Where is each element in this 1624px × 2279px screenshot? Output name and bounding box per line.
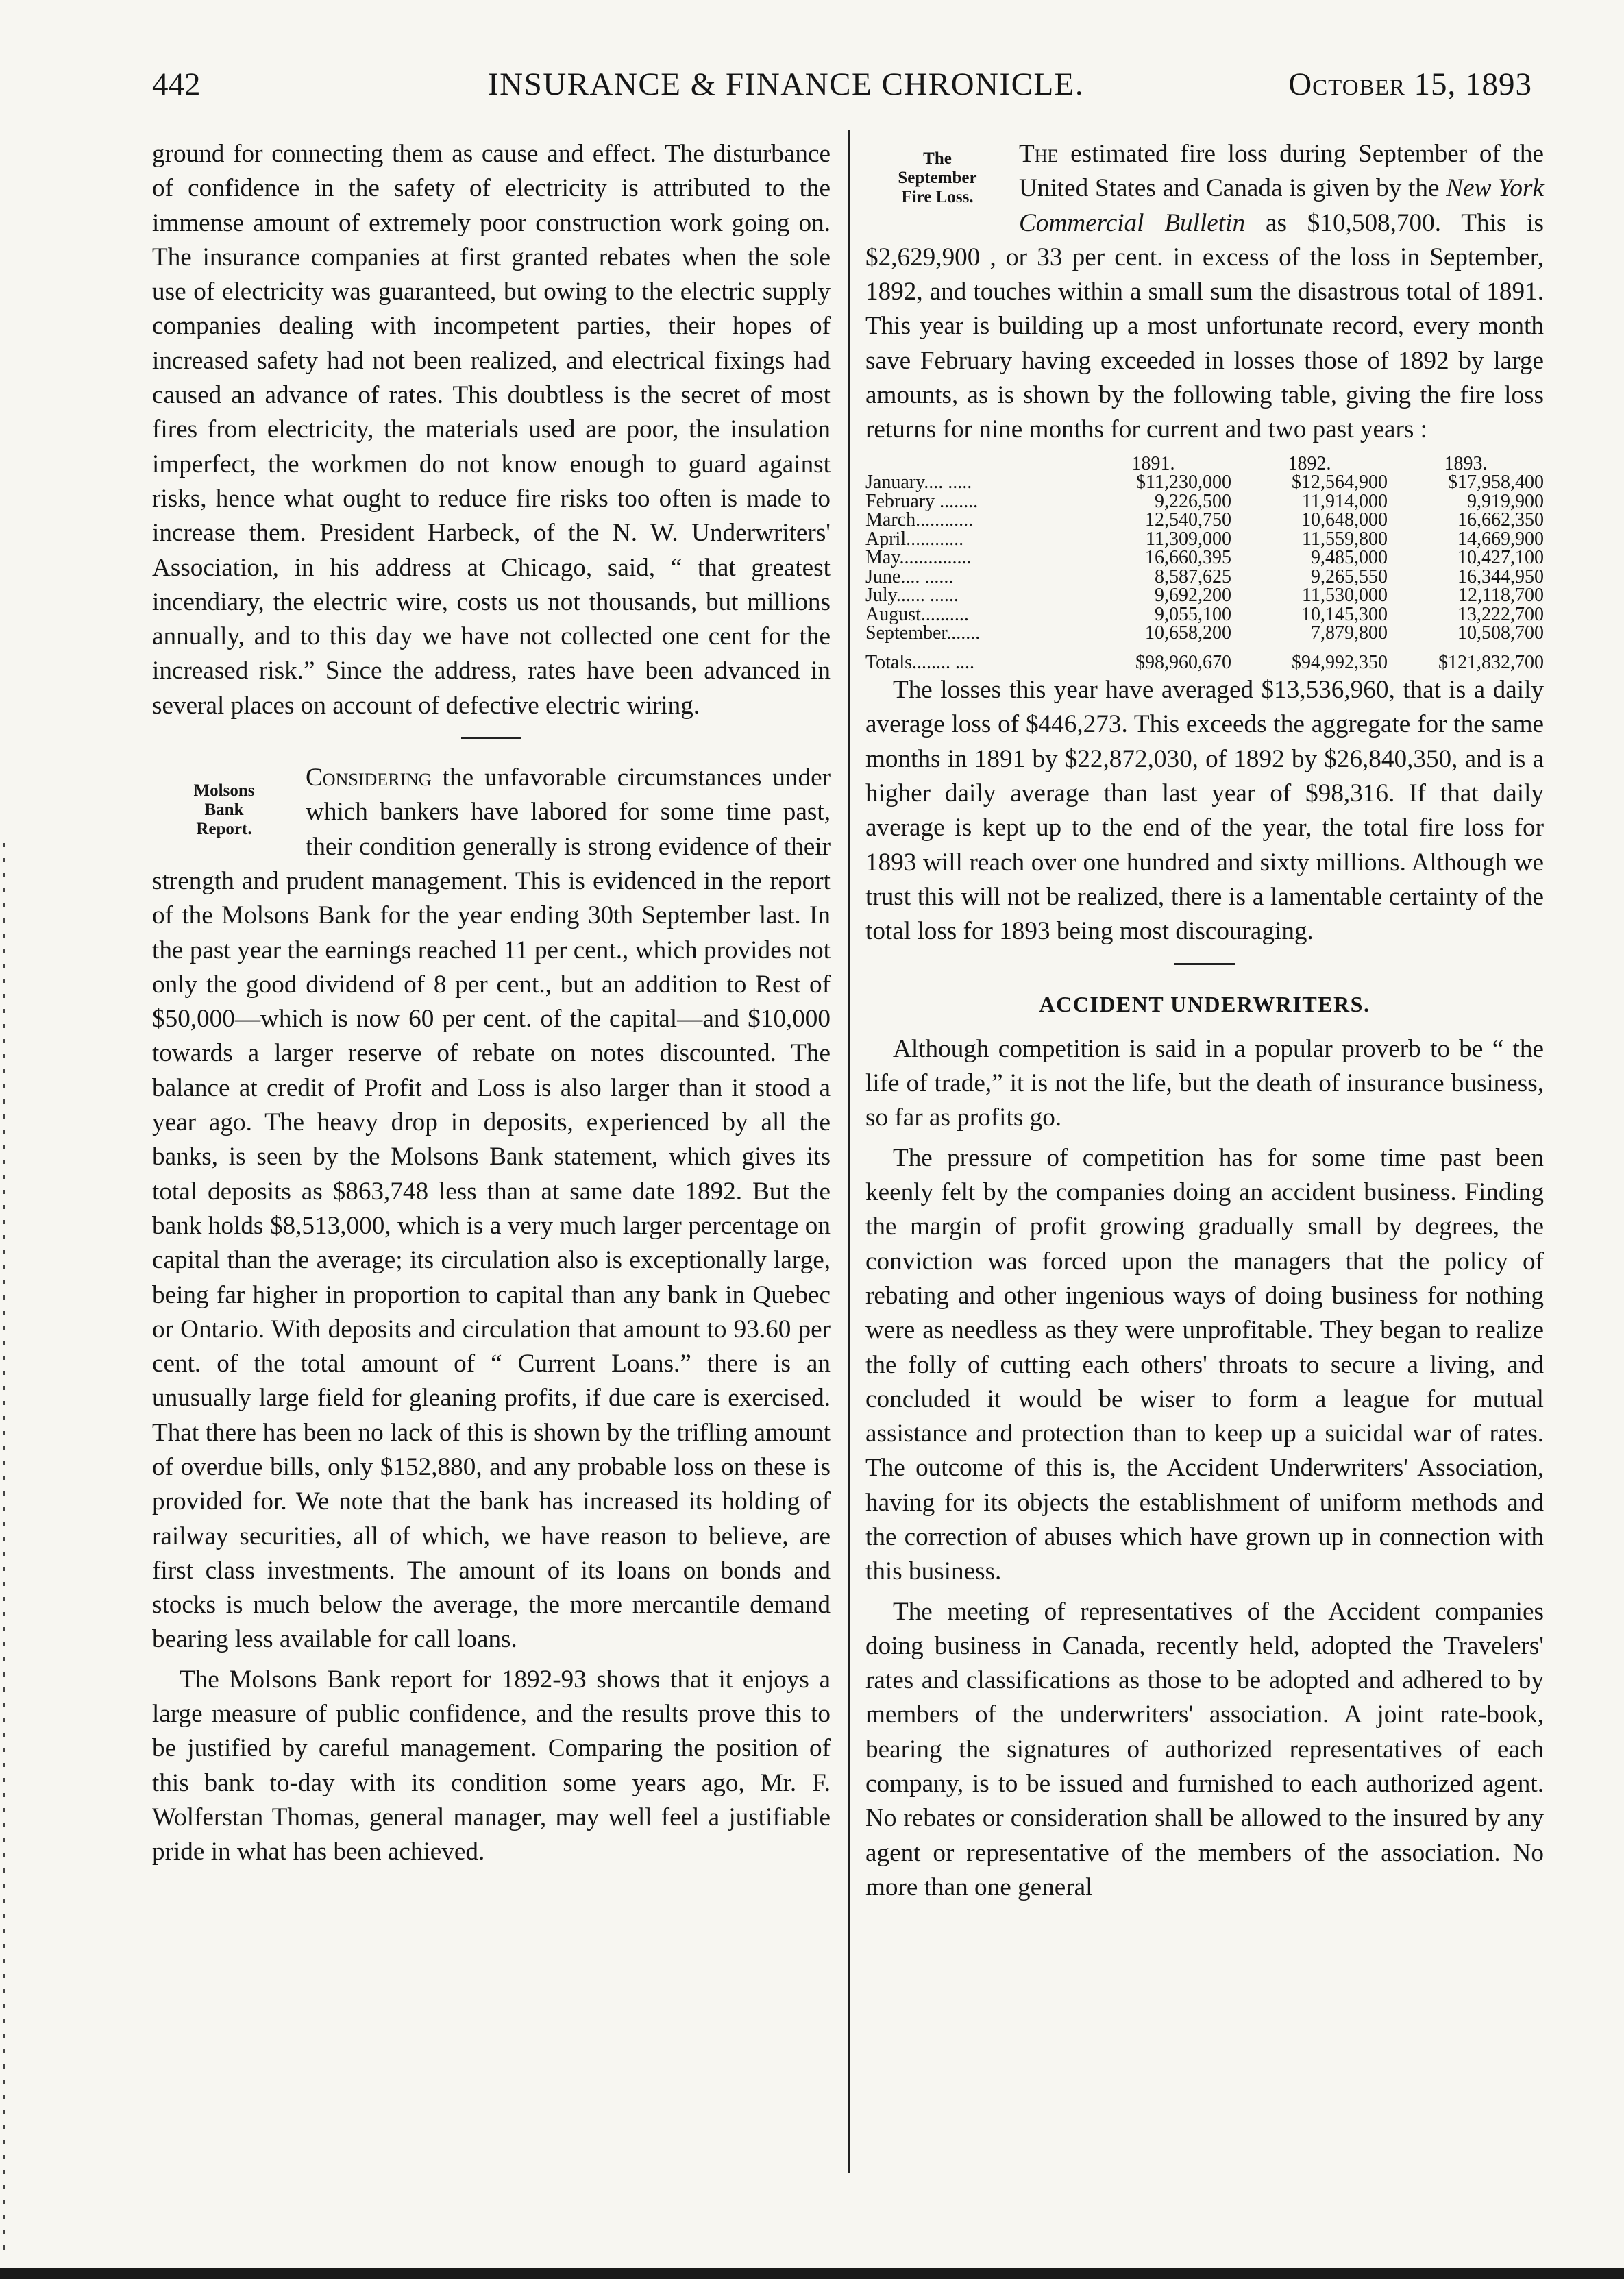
left-column	[152, 137, 831, 1870]
value-cell: 9,055,100	[1155, 603, 1231, 625]
value-cell: 16,344,950	[1457, 565, 1544, 587]
section-separator	[461, 737, 521, 739]
column-header: 1891.	[1131, 452, 1175, 474]
table-row	[865, 624, 1544, 643]
sidenote-line: Bank	[204, 801, 244, 820]
page-header	[152, 66, 1532, 114]
value-cell: 10,658,200	[1145, 622, 1231, 644]
sidenote-line: Fire Loss.	[901, 188, 974, 206]
accident-underwriters-heading: ACCIDENT UNDERWRITERS.	[1039, 991, 1370, 1016]
column-header: 1892.	[1288, 452, 1331, 474]
month-cell: September.......	[865, 624, 981, 643]
month-cell: May...............	[865, 548, 972, 568]
table-row	[865, 565, 1544, 587]
september-fire-loss-sidenote	[865, 137, 1009, 207]
value-cell: 10,427,100	[1457, 547, 1544, 569]
sidenote-line: Report.	[196, 820, 252, 839]
molsons-closing-paragraph: The Molsons Bank report for 1892-93 shows that it enjoys a large measure of public confidence, and the results prove this to be justified by careful management. Comparing the position of this bank to-day with its condition some years ago, Mr. F. Wolferstan Thomas, general manager, may well feel a justifiable pride in what has been achieved.	[152, 1665, 831, 1866]
value-cell: $17,958,400	[1448, 472, 1544, 493]
fire-loss-table	[865, 454, 1544, 672]
page-number: 442	[152, 66, 201, 102]
table-row	[865, 586, 1544, 605]
accident-paragraph: Although competition is said in a popular proverb to be “ the life of trade,” it is not the life, but the death of insurance business, so far as profits go.	[865, 1034, 1544, 1132]
sidenote-line: The	[923, 149, 952, 168]
value-cell: 9,485,000	[1311, 547, 1388, 569]
losses-paragraph: The losses this year have averaged $13,536,960, that is a daily average loss of $446,273. This exceeds the aggregate for the same months in 1891 by $22,872,030, of 1892 by $26,840,350, and is a higher daily average than last year of $98,316. If that daily average is kept up to the end of the year, the total fire loss for 1893 will reach over one hundred and sixty millions. Although we trust this will not be realized, there is a lamentable certainty of the total loss for 1893 being most discouraging.	[865, 676, 1544, 946]
month-cell: January.... .....	[865, 473, 972, 492]
sidenote-line: Molsons	[193, 781, 255, 801]
value-cell: $12,564,900	[1292, 472, 1388, 493]
right-column	[865, 137, 1544, 1905]
value-cell: 9,692,200	[1155, 585, 1231, 607]
value-cell: 9,265,550	[1311, 565, 1388, 587]
value-cell: 10,145,300	[1301, 603, 1388, 625]
table-row	[865, 492, 1544, 511]
value-cell: 16,662,350	[1457, 509, 1544, 531]
electric-wiring-paragraph: ground for connecting them as cause and effect. The disturbance of confidence in the safety of electricity is attributed to the immense amount of extremely poor construction work going on. The insurance companies at first granted rebates when the sole use of electricity was guaranteed, but owing to the electric supply companies dealing with incompetent parties, their hopes of increased safety had not been realized, and electrical fixings had caused an advance of rates. This doubtless is the secret of most fires from electricity, the materials used are poor, the insulation imperfect, the workmen do not know enough to guard against risks, hence what ought to reduce fire risks too often is made to increase them. President Harbeck, of the N. W. Underwriters' Association, in his address at Chicago, said, “ that greatest incendiary, the electric wire, costs us not thousands, but millions annually, and to this day we have not collected one cent for the increased risk.” Since the address, rates have been advanced in several places on account of defective electric wiring.	[152, 140, 831, 720]
total-cell: $94,992,350	[1292, 651, 1388, 673]
molsons-bank-paragraph	[152, 761, 831, 1657]
value-cell: 11,309,000	[1146, 528, 1231, 550]
month-cell: February ........	[865, 491, 979, 511]
lead-word: The	[1019, 140, 1059, 168]
lead-word: Considering	[306, 764, 432, 792]
value-cell: 10,508,700	[1457, 622, 1544, 644]
total-cell: $98,960,670	[1135, 651, 1231, 673]
scan-bottom-border	[0, 2268, 1624, 2279]
value-cell: $11,230,000	[1136, 472, 1231, 493]
table-row	[865, 473, 1544, 492]
value-cell: 10,648,000	[1301, 509, 1388, 531]
sidenote-line: September	[898, 169, 977, 187]
value-cell: 9,226,500	[1155, 490, 1231, 512]
value-cell: 12,118,700	[1458, 585, 1544, 607]
accident-paragraph: The pressure of competition has for some time past been keenly felt by the companies doing an accident business. Finding the margin of profit growing gradually small by degrees, the conviction was forced upon the managers that the policy of rebating and other ingenious ways of doing business for nothing were as needless as they were unprofitable. They began to realize the folly of cutting each others' throats to secure a living, and concluded it would be wiser to form a league for mutual assistance and protection than to keep up a suicidal war of rates. The outcome of this is, the Accident Underwriters' Association, having for its objects the establishment of uniform methods and the correction of abuses which have grown up in connection with this business.	[865, 1143, 1544, 1586]
scan-edge-mark	[3, 843, 5, 2255]
value-cell: 11,914,000	[1302, 490, 1388, 512]
table-header-row	[865, 454, 1544, 474]
publication-title: INSURANCE & FINANCE CHRONICLE.	[488, 66, 1085, 102]
column-divider	[848, 130, 850, 2173]
totals-row	[865, 653, 1544, 672]
table-row	[865, 548, 1544, 568]
month-cell: March............	[865, 511, 974, 530]
molsons-body-text: the unfavorable circumstances under which bankers have labored for some time past, their condition generally is strong evidence of their strength and prudent management. This is evidenced in the report of the Molsons Bank for the year ending 30th September last. In the past year the earnings reached 11 per cent., which provides not only the good dividend of 8 per cent., but an addition to Rest of $50,000—which is now 60 per cent. of the capital—and $10,000 towards a larger reserve of rebate on notes discounted. The balance at credit of Profit and Loss is also larger than it stood a year ago. The heavy drop in deposits, experienced by all the banks, is seen by the Molsons Bank statement, which gives its total deposits as $863,748 less than at same date 1892. But the bank holds $8,513,000, which is a very much larger percentage on capital than the average; its circulation also is exceptionally large, being far higher in proportion to capital than any bank in Quebec or Ontario. With deposits and circulation that amount to 93.60 per cent. of the total amount of “ Current Loans.” there is an unusually large field for gleaning profits, if due care is exercised. That there has been no lack of this is shown by the trifling amount of overdue bills, only $152,880, and any probable loss on these is provided for. We note that the bank has increased its holding of railway securities, all of which, we have reason to believe, are first class investments. The amount of its loans on bonds and stocks is much below the average, the more mercantile demand bearing less available for call loans.	[152, 764, 831, 1654]
value-cell: 9,919,900	[1467, 490, 1544, 512]
totals-label: Totals........ ....	[865, 653, 975, 672]
value-cell: 11,530,000	[1302, 585, 1388, 607]
table-row	[865, 511, 1544, 530]
fire-text: as $10,508,700. This is $2,629,900 , or 33 per cent. in excess of the loss in September, 1892, and touches within a small sum the disastrous total of 1891. This year is building up a most unfortunate record, every month save February having exceeded in losses those of 1892 by large amounts, as is shown by the following table, giving the fire loss returns for nine months for current and two past years :	[865, 208, 1544, 444]
value-cell: 14,669,900	[1457, 528, 1544, 550]
value-cell: 13,222,700	[1457, 603, 1544, 625]
table-row	[865, 530, 1544, 549]
month-cell: July...... ......	[865, 586, 959, 605]
publication-name: New York Commercial Bulletin	[1019, 174, 1544, 237]
accident-paragraph: The meeting of representatives of the Accident companies doing business in Canada, recently held, adopted the Travelers' rates and classifications as those to be adopted and adhered to by members of the underwriters' association. A joint rate-book, bearing the signatures of authorized representatives of each company, is to be issued and furnished to each authorized agent. No rebates or consideration shall be allowed to the insured by any agent or representative of the members of the association. No more than one general	[865, 1597, 1544, 1901]
issue-date: October 15, 1893	[1288, 66, 1532, 102]
value-cell: 8,587,625	[1155, 565, 1231, 587]
month-cell: August..........	[865, 605, 969, 624]
molsons-bank-sidenote	[152, 761, 296, 839]
value-cell: 16,660,395	[1145, 547, 1231, 569]
fire-text: estimated fire loss during September of the United States and Canada is given by the	[1019, 140, 1544, 203]
section-separator	[1174, 963, 1235, 965]
value-cell: 11,559,800	[1302, 528, 1388, 550]
month-cell: June.... ......	[865, 567, 954, 587]
value-cell: 7,879,800	[1311, 622, 1388, 644]
column-header: 1893.	[1444, 452, 1488, 474]
month-cell: April............	[865, 529, 964, 549]
table-row	[865, 605, 1544, 624]
total-cell: $121,832,700	[1438, 651, 1544, 673]
value-cell: 12,540,750	[1145, 509, 1231, 531]
